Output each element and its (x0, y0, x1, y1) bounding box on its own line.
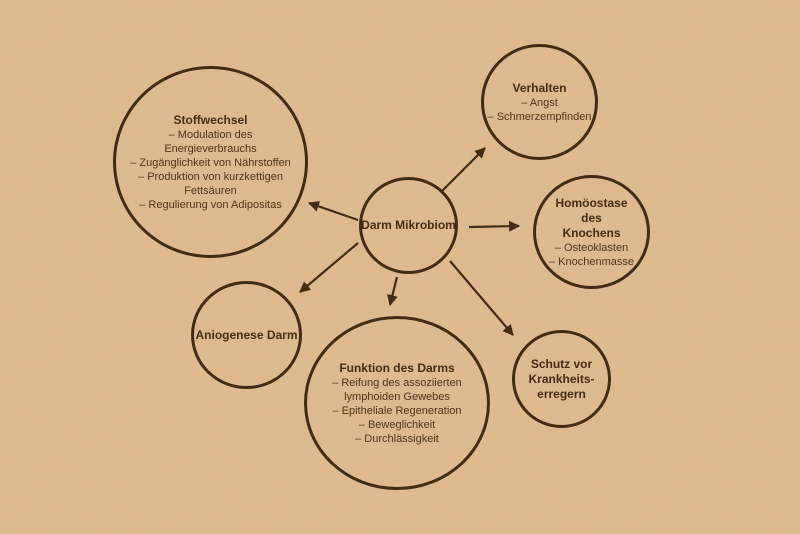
arrow-center-to-aniogenese (300, 243, 358, 292)
node-aniogenese (191, 281, 302, 389)
node-stoffwechsel-item: – Modulation des Energieverbrauchs (164, 128, 257, 155)
node-aniogenese-title: Aniogenese Darm (195, 327, 298, 342)
arrow-center-to-stoffwechsel (309, 203, 358, 220)
node-funktion-title: Funktion des Darms (339, 360, 455, 375)
node-funktion-item: – Reifung des assoziierten lymphoiden Gewebes (332, 376, 462, 403)
node-homoeostase (533, 175, 650, 289)
node-verhalten-item: – Schmerzempfinden (487, 110, 592, 123)
node-darm-mikrobiom (359, 177, 458, 274)
arrow-center-to-funktion (390, 277, 397, 305)
node-schutz (512, 330, 611, 428)
node-stoffwechsel-item: – Produktion von kurzkettigen Fettsäuren (138, 170, 283, 197)
node-verhalten-title: Verhalten (512, 80, 567, 95)
node-funktion-item: – Epitheliale Regeneration (332, 404, 462, 417)
node-schutz-title: Schutz vor Krankheits-erregern (528, 356, 595, 401)
node-funktion (304, 316, 490, 490)
node-homoeostase-item: – Osteoklasten (554, 241, 629, 254)
node-funktion-item: – Beweglichkeit (358, 418, 436, 431)
node-verhalten (481, 44, 598, 160)
arrow-center-to-schutz (450, 261, 513, 335)
node-stoffwechsel (113, 66, 308, 258)
node-stoffwechsel-item: – Zugänglichkeit von Nährstoffen (130, 156, 291, 169)
node-stoffwechsel-title: Stoffwechsel (173, 112, 248, 127)
arrow-center-to-verhalten (441, 148, 485, 192)
node-stoffwechsel-item: – Regulierung von Adipositas (139, 198, 282, 211)
node-homoeostase-title: Homöostase des Knochens (555, 195, 628, 240)
node-verhalten-item: – Angst (521, 96, 558, 109)
node-funktion-item: – Durchlässigkeit (355, 432, 439, 445)
node-darm-mikrobiom-title: Darm Mikrobiom (361, 218, 456, 232)
arrow-center-to-homoeostase (469, 226, 519, 227)
node-homoeostase-item: – Knochenmasse (549, 255, 634, 268)
